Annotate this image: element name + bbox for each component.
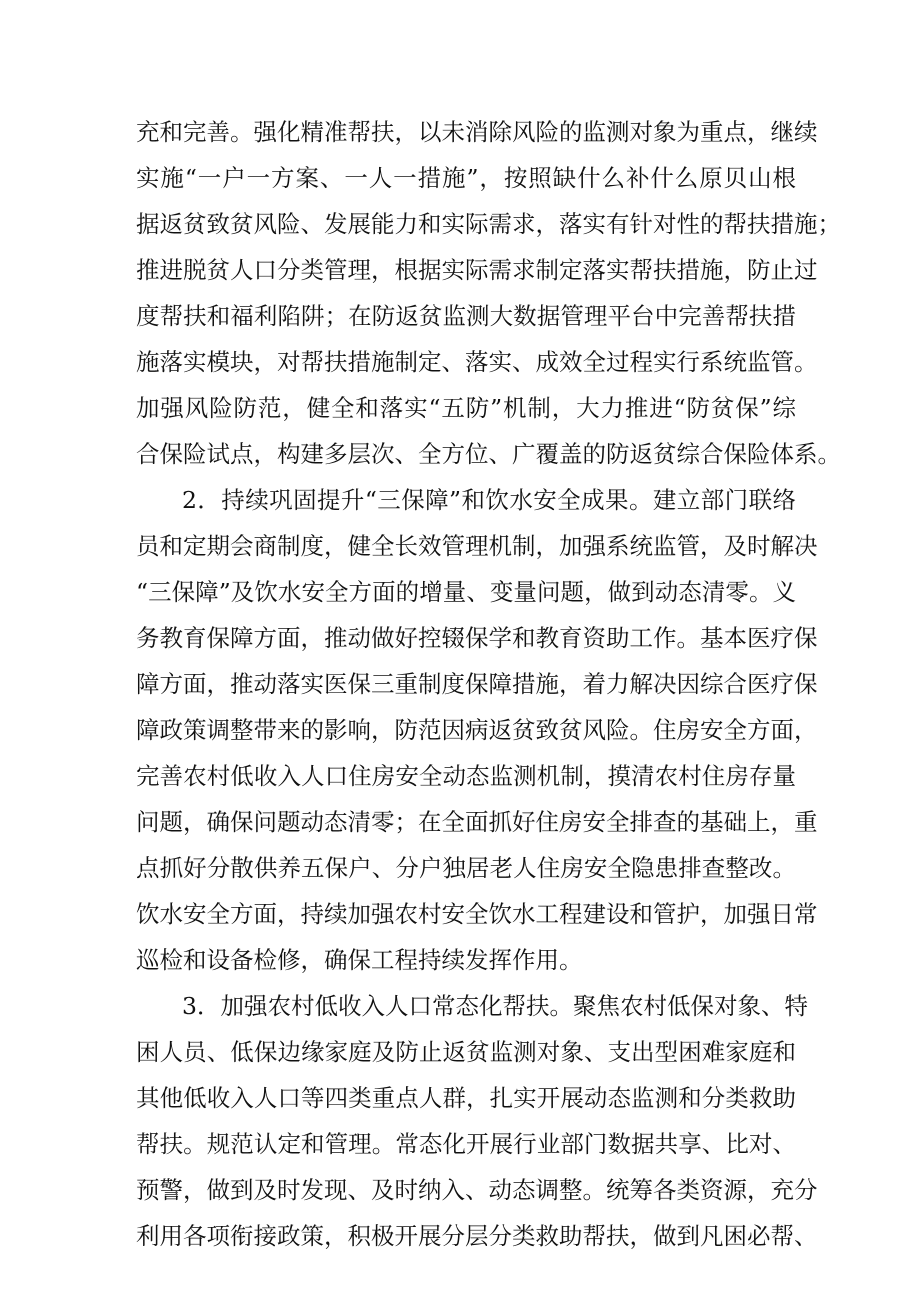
text-line: 务教育保障方面，推动做好控辍保学和教育资助工作。基本医疗保 [136,624,818,652]
text-line: 预警，做到及时发现、及时纳入、动态调整。统筹各类资源，充分 [136,1176,818,1204]
document-body [136,109,841,1259]
text-line: 施落实模块，对帮扶措施制定、落实、成效全过程实行系统监管。 [136,348,818,376]
paragraph-1 [136,109,841,477]
text-line: 帮扶。规范认定和管理。常态化开展行业部门数据共享、比对、 [136,1130,796,1158]
text-line: 推进脱贫人口分类管理，根据实际需求制定落实帮扶措施，防止过 [136,256,818,284]
text-line: 3．加强农村低收入人口常态化帮扶。聚焦农村低保对象、特 [182,992,808,1020]
paragraph-3 [136,983,818,1259]
text-line: 点抓好分散供养五保户、分户独居老人住房安全隐患排查整改。 [136,854,796,882]
text-line: 完善农村低收入人口住房安全动态监测机制，摸清农村住房存量 [136,762,796,790]
text-line: “三保障”及饮水安全方面的增量、变量问题，做到动态清零。义 [136,578,796,606]
text-line: 饮水安全方面，持续加强农村安全饮水工程建设和管护，加强日常 [136,900,818,928]
text-line: 充和完善。强化精准帮扶，以未消除风险的监测对象为重点，继续 [136,118,818,146]
text-line: 合保险试点，构建多层次、全方位、广覆盖的防返贫综合保险体系。 [136,440,841,468]
text-line: 障方面，推动落实医保三重制度保障措施，着力解决因综合医疗保 [136,670,818,698]
text-line: 加强风险防范，健全和落实“五防”机制，大力推进“防贫保”综 [136,394,796,422]
text-line: 障政策调整带来的影响，防范因病返贫致贫风险。住房安全方面， [136,716,818,744]
text-line: 巡检和设备检修，确保工程持续发挥作用。 [136,946,583,974]
text-line: 据返贫致贫风险、发展能力和实际需求，落实有针对性的帮扶措施； [136,210,841,238]
text-line: 实施“一户一方案、一人一措施”，按照缺什么补什么原贝山根 [136,164,796,192]
text-line: 2．持续巩固提升“三保障”和饮水安全成果。建立部门联络 [182,486,796,514]
text-line: 其他低收入人口等四类重点人群，扎实开展动态监测和分类救助 [136,1084,796,1112]
text-line: 困人员、低保边缘家庭及防止返贫监测对象、支出型困难家庭和 [136,1038,796,1066]
text-line: 利用各项衔接政策，积极开展分层分类救助帮扶，做到凡困必帮、 [136,1222,818,1250]
text-line: 问题，确保问题动态清零；在全面抓好住房安全排查的基础上，重 [136,808,818,836]
paragraph-2 [136,477,818,983]
text-line: 度帮扶和福利陷阱；在防返贫监测大数据管理平台中完善帮扶措 [136,302,796,330]
text-line: 员和定期会商制度，健全长效管理机制，加强系统监管，及时解决 [136,532,818,560]
